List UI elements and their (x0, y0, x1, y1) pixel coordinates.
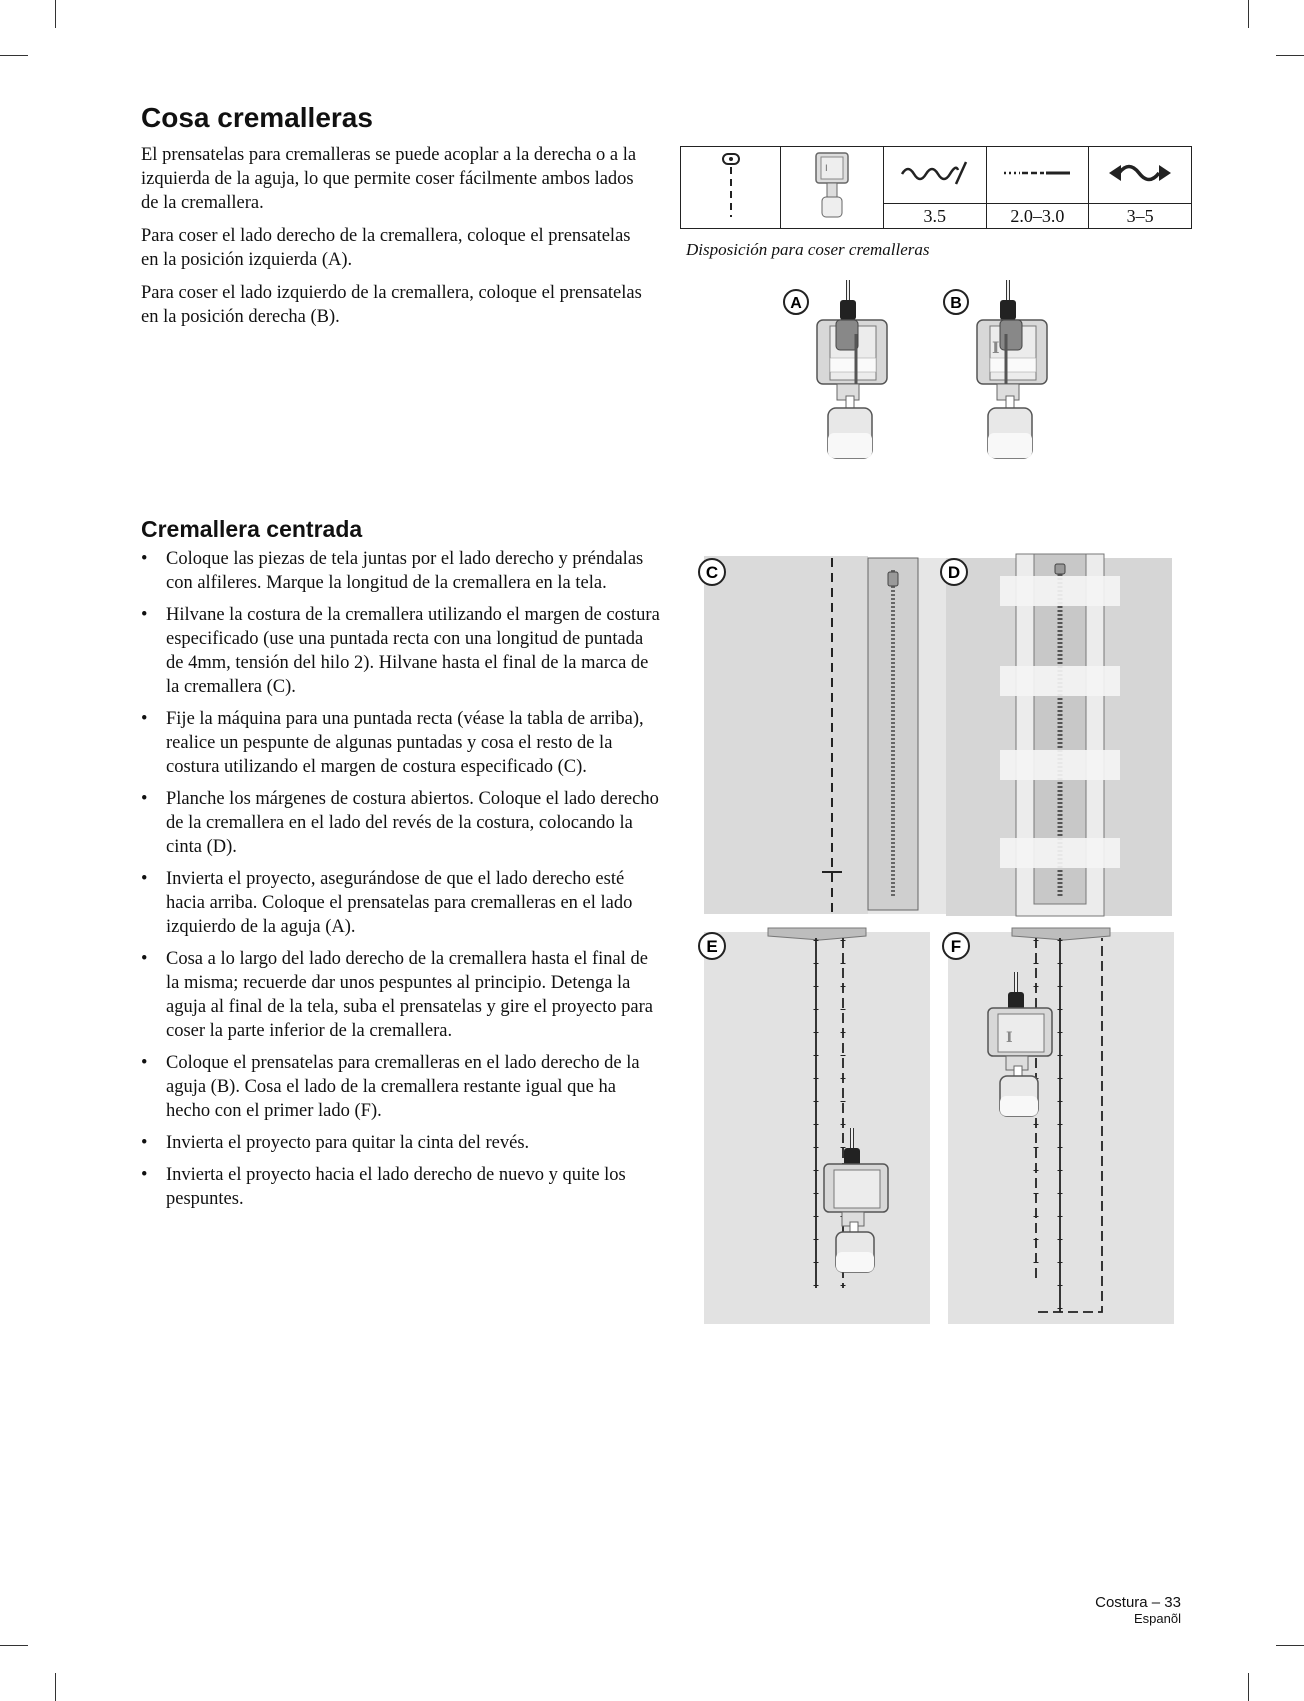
list-item: • Invierta el proyecto, asegurándose de que el lado derecho esté hacia arriba. Coloque el prensatelas para cremalleras en el lado izquierdo de la aguja (A). (141, 867, 661, 939)
page-footer (1095, 1594, 1181, 1626)
figure-label-c: C (705, 563, 719, 582)
presser-foot-positions-figure (770, 278, 1070, 468)
section-title-zippers: Cosa cremalleras (141, 102, 373, 133)
crop-mark (55, 0, 56, 28)
thread-tension-value: 3–5 (1089, 204, 1192, 229)
presser-foot-cell (781, 147, 883, 229)
crop-mark (1276, 1645, 1304, 1646)
crop-mark (1248, 1673, 1249, 1701)
list-item: • Hilvane la costura de la cremallera utilizando el margen de costura especificado (use una puntada recta con una longitud de puntada de 4mm, tensión del hilo 2). Hilvane hasta el final de la marca de la cremallera (C). (141, 603, 661, 699)
svg-text:I: I (992, 338, 1000, 357)
svg-text:I: I (825, 164, 828, 174)
section-title-centered-zipper: Cremallera centrada (141, 516, 363, 542)
needle-position-icon (716, 147, 746, 223)
zipper-foot-icon (809, 147, 855, 223)
stitch-settings-table (680, 146, 1192, 229)
list-item: • Cosa a lo largo del lado derecho de la cremallera hasta el final de la misma; recuerde dar unos pespuntes al principio. Detenga la aguja al final de la tela, suba el prensatelas y gire el proyecto para coser la parte inferior de la cremallera. (141, 947, 661, 1043)
stitch-length-value: 2.0–3.0 (986, 204, 1089, 229)
page-number: Costura – 33 (1095, 1594, 1181, 1611)
stitch-width-icon (898, 156, 972, 190)
intro-paragraph: Para coser el lado derecho de la cremallera, coloque el prensatelas en la posición izquierda (A). (141, 226, 631, 270)
thread-tension-icon (1105, 160, 1175, 186)
needle-position-cell (681, 147, 781, 229)
stitch-width-value: 3.5 (883, 204, 986, 229)
figure-label-b: B (950, 295, 962, 312)
svg-text:I: I (1006, 1030, 1013, 1046)
crop-mark (0, 1645, 28, 1646)
crop-mark (0, 55, 28, 56)
crop-mark (1248, 0, 1249, 28)
list-item: • Invierta el proyecto hacia el lado derecho de nuevo y quite los pespuntes. (141, 1163, 661, 1211)
list-item: • Coloque las piezas de tela juntas por el lado derecho y préndalas con alfileres. Marque la longitud de la cremallera en la tela. (141, 547, 661, 595)
intro-text (141, 143, 651, 338)
stitch-length-icon (1002, 163, 1072, 183)
language-label: Espanõl (1134, 1611, 1181, 1626)
figure-label-d: D (947, 563, 961, 582)
list-item: • Fije la máquina para una puntada recta (véase la tabla de arriba), realice un pespunte de algunas puntadas y cosa el resto de la costura utilizando el margen de costura especificado (C). (141, 707, 661, 779)
crop-mark (55, 1673, 56, 1701)
figure-label-f: F (950, 937, 962, 956)
stitch-width-cell (883, 147, 986, 204)
list-item: • Invierta el proyecto para quitar la cinta del revés. (141, 1131, 661, 1155)
figure-label-e: E (706, 937, 718, 956)
centered-zipper-steps-figure (690, 548, 1190, 1328)
list-item: • Coloque el prensatelas para cremalleras en el lado derecho de la aguja (B). Cosa el lado de la cremallera restante igual que ha hecho con el primer lado (F). (141, 1051, 661, 1123)
instruction-list (141, 547, 661, 1219)
intro-paragraph: El prensatelas para cremalleras se puede acoplar a la derecha o a la izquierda de la aguja, lo que permite coser fácilmente ambos lados de la cremallera. (141, 145, 637, 213)
figure-label-a: A (790, 295, 802, 312)
stitch-length-cell (986, 147, 1089, 204)
list-item: • Planche los márgenes de costura abiertos. Coloque el lado derecho de la cremallera en el lado del revés de la costura, colocando la cinta (D). (141, 787, 661, 859)
table-caption: Disposición para coser cremalleras (686, 240, 930, 259)
intro-paragraph: Para coser el lado izquierdo de la cremallera, coloque el prensatelas en la posición derecha (B). (141, 283, 642, 327)
crop-mark (1276, 55, 1304, 56)
thread-tension-cell (1089, 147, 1192, 204)
